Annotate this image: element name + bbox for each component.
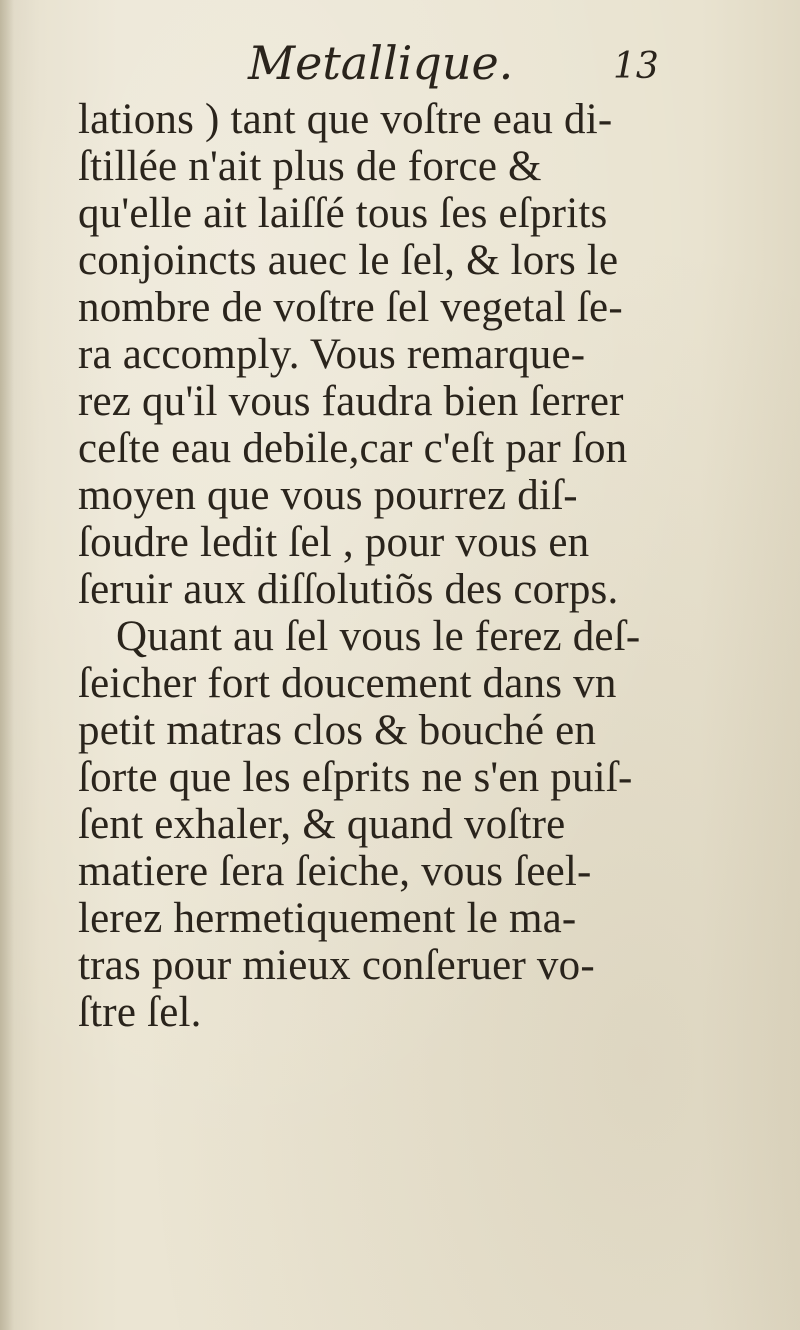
text-line: ſeicher fort doucement dans vn xyxy=(78,660,617,707)
text-line: petit matras clos & bouché en xyxy=(78,707,597,754)
page-number: 13 xyxy=(613,46,659,87)
text-line: qu'elle ait laiſſé tous ſes eſprits xyxy=(78,190,608,237)
text-line: ſent exhaler, & quand voſtre xyxy=(78,801,566,848)
text-line: matiere ſera ſeiche, vous ſeel- xyxy=(78,848,592,895)
text-line: rez qu'il vous faudra bien ſerrer xyxy=(78,378,624,425)
body-text xyxy=(78,96,658,1036)
running-head: Metallique. xyxy=(248,36,514,90)
text-line: ſtre ſel. xyxy=(78,989,202,1036)
text-line: nombre de voſtre ſel vegetal ſe- xyxy=(78,284,623,331)
text-line: tras pour mieux conſeruer vo- xyxy=(78,942,595,989)
text-line: lations ) tant que voſtre eau di- xyxy=(78,96,613,143)
text-line: conjoincts auec le ſel, & lors le xyxy=(78,237,619,284)
paragraph-start-line: Quant au ſel vous le ferez deſ- xyxy=(116,613,641,660)
text-line: ceſte eau debile,car c'eſt par ſon xyxy=(78,425,628,472)
page-header xyxy=(0,36,800,96)
text-line: moyen que vous pourrez diſ- xyxy=(78,472,578,519)
text-line: ſeruir aux diſſolutiõs des corps. xyxy=(78,566,619,613)
text-line: lerez hermetiquement le ma- xyxy=(78,895,577,942)
text-line: ra accomply. Vous remarque- xyxy=(78,331,586,378)
text-line: ſtillée n'ait plus de force & xyxy=(78,143,542,190)
page-gutter-shadow xyxy=(0,0,14,1330)
text-line: ſorte que les eſprits ne s'en puiſ- xyxy=(78,754,633,801)
text-line: ſoudre ledit ſel , pour vous en xyxy=(78,519,590,566)
